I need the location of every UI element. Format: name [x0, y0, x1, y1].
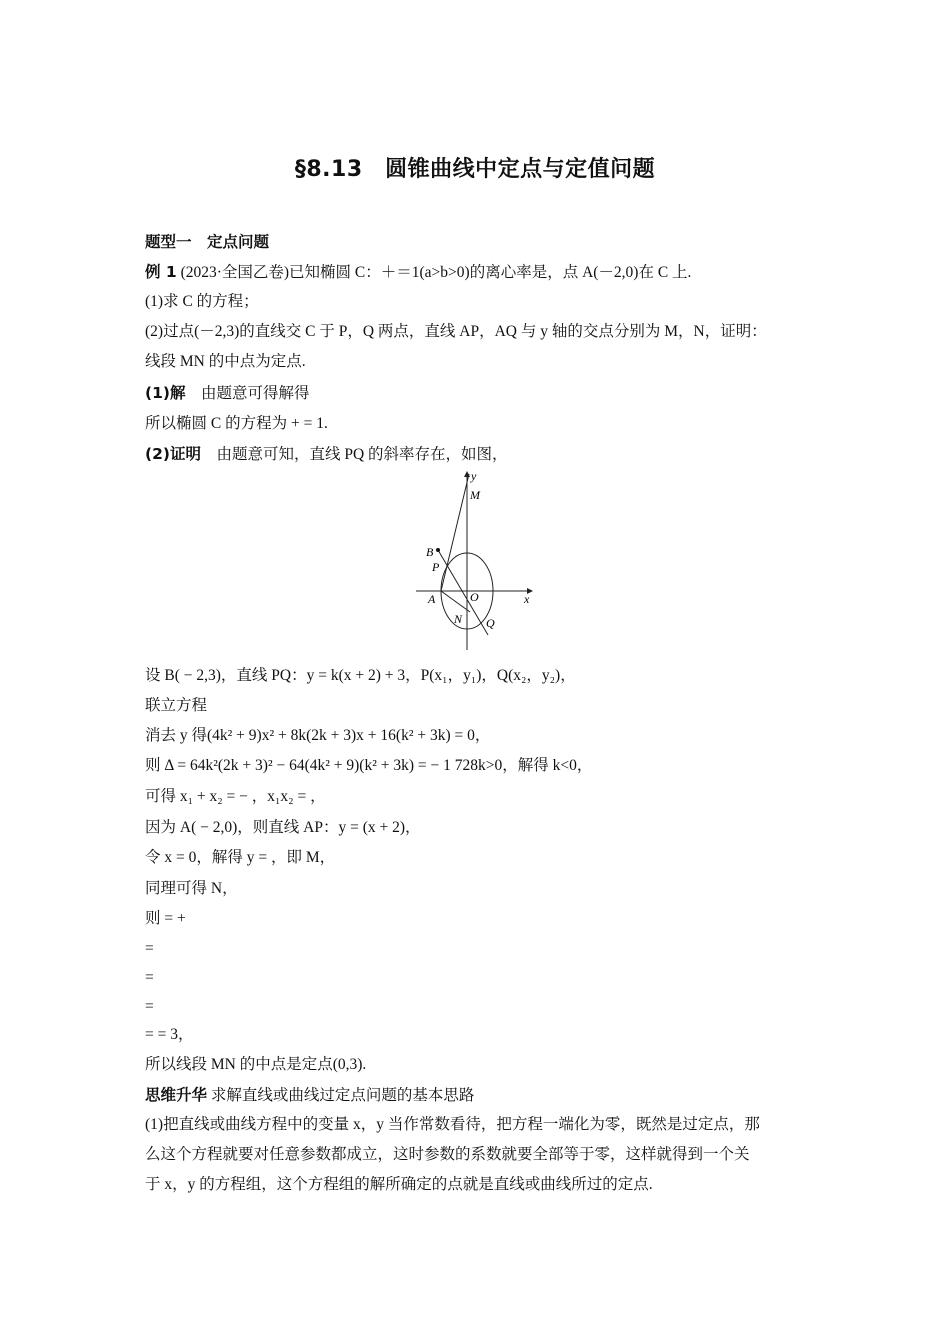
summary-line-2: 么这个方程就要对任意参数都成立，这时参数的系数就要全部等于零，这样就得到一个关: [145, 1146, 750, 1163]
line-pq: [438, 550, 488, 635]
step-14: 所以线段 MN 的中点是定点(0,3).: [145, 1056, 367, 1073]
example-label: 例 1: [145, 263, 177, 281]
label-o: O: [470, 590, 479, 604]
label-b: B: [426, 545, 434, 559]
step-8: 同理可得 N，: [145, 880, 238, 897]
step-5: 可得 x₁ + x₂ = − ，x₁x₂ = ，: [145, 788, 326, 805]
page-title: §8.13 圆锥曲线中定点与定值问题: [294, 157, 656, 182]
summary-label: 思维升华: [145, 1086, 208, 1104]
step-3: 消去 y 得(4k² + 9)x² + 8k(2k + 3)x + 16(k² + 3k) = 0，: [145, 727, 491, 744]
label-n: N: [454, 612, 463, 626]
step-10: =: [145, 940, 154, 957]
label-y: y: [471, 469, 477, 483]
step-11: =: [145, 969, 154, 986]
step-12: =: [145, 998, 154, 1015]
example-text: (2023·全国乙卷)已知椭圆 C：＋＝1(a>b>0)的离心率是，点 A(－2,0)在 C 上.: [176, 264, 692, 281]
line-am: [441, 474, 469, 591]
summary-line-3: 于 x，y 的方程组，这个方程组的解所确定的点就是直线或曲线所过的定点.: [145, 1176, 653, 1193]
solution-1-result: 所以椭圆 C 的方程为 + = 1.: [145, 415, 328, 432]
step-9: 则 = +: [145, 910, 186, 927]
step-2: 联立方程: [145, 697, 208, 714]
summary-title: 求解直线或曲线过定点问题的基本思路: [207, 1087, 475, 1104]
step-1: 设 B( − 2,3)，直线 PQ：y = k(x + 2) + 3，P(x₁，y₁)，Q(x₂，y₂)，: [145, 667, 576, 684]
step-7: 令 x = 0，解得 y = ，即 M，: [145, 849, 336, 866]
line-aq: [441, 591, 470, 612]
question-2-line-1: (2)过点(－2,3)的直线交 C 于 P，Q 两点，直线 AP，AQ 与 y 轴的交点分别为 M，N，证明：: [145, 323, 767, 340]
summary-heading: [145, 1085, 474, 1106]
label-p: P: [432, 560, 440, 574]
solution-1: [145, 383, 309, 404]
section-heading: 题型一 定点问题: [145, 233, 270, 251]
step-6: 因为 A( − 2,0)，则直线 AP：y = (x + 2)，: [145, 819, 421, 836]
solution-1-label: (1)解: [145, 384, 186, 402]
question-1: (1)求 C 的方程；: [145, 293, 259, 310]
solution-2-label: (2)证明: [145, 445, 201, 463]
solution-2-text: 由题意可知，直线 PQ 的斜率存在，如图，: [200, 446, 508, 463]
step-4: 则 Δ = 64k²(2k + 3)² − 64(4k² + 9)(k² + 3k) = − 1 728k>0，解得 k<0，: [145, 757, 593, 774]
label-x: x: [524, 592, 530, 606]
solution-1-text: 由题意可得解得: [185, 385, 310, 402]
summary-line-1: (1)把直线或曲线方程中的变量 x，y 当作常数看待，把方程一端化为零，既然是过定点，那: [145, 1116, 760, 1133]
point-b: [436, 548, 440, 552]
label-q: Q: [486, 616, 495, 630]
question-2-line-2: 线段 MN 的中点为定点.: [145, 353, 306, 370]
step-13: = = 3，: [145, 1026, 194, 1043]
label-a: A: [428, 592, 436, 606]
example-statement: [145, 262, 691, 283]
label-m: M: [470, 488, 480, 502]
solution-2: [145, 444, 508, 465]
ellipse-figure: [412, 468, 542, 658]
